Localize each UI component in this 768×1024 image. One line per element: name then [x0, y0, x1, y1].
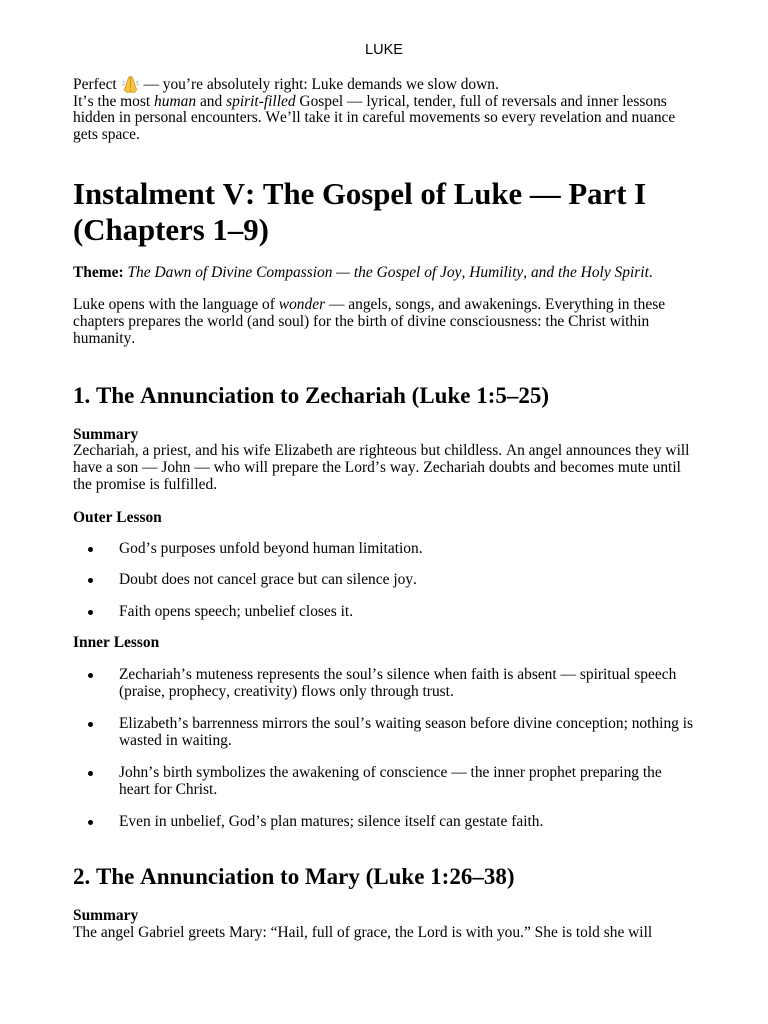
- opening-paragraph: [73, 297, 699, 347]
- summary-block: [73, 908, 699, 942]
- bullet-marker: [88, 610, 93, 615]
- section-heading: 1. The Annunciation to Zechariah (Luke 1:5–25): [73, 383, 550, 408]
- inner-lesson-label: Inner Lesson: [73, 634, 160, 651]
- list-item-text: God’s purposes unfold beyond human limitation.: [119, 540, 423, 557]
- intro-text: — you’re absolutely right: Luke demands we slow down.: [139, 76, 499, 93]
- summary-label: Summary: [73, 425, 139, 443]
- list-item-text: John’s birth symbolizes the awakening of conscience — the inner prophet preparing the heart for Christ.: [119, 764, 662, 798]
- intro-text: and: [196, 92, 227, 110]
- list-item: [73, 572, 695, 589]
- bullet-marker: [88, 722, 93, 727]
- intro-text: Perfect: [73, 76, 121, 93]
- list-item: [73, 667, 695, 701]
- list-item-text: Even in unbelief, God’s plan matures; silence itself can gestate faith.: [119, 813, 544, 830]
- bullet-marker: [88, 820, 93, 825]
- page-title: Instalment V: The Gospel of Luke — Part I (Chapters 1–9): [73, 177, 647, 247]
- bullet-marker: [88, 771, 93, 776]
- summary-text: Zechariah, a priest, and his wife Elizabeth are righteous but childless. An angel announces they will have a son — John — who will prepare the Lord’s way. Zechariah doubts and becomes mute until the promise is fulfilled.: [73, 442, 690, 493]
- opening-text: Luke opens with the language of: [73, 296, 279, 313]
- running-header: LUKE: [365, 42, 403, 58]
- emphasis-wonder: wonder: [278, 296, 326, 313]
- emphasis-spirit-filled: spirit-filled: [226, 92, 296, 110]
- folded-hands-icon: [121, 74, 140, 93]
- list-item-text: Doubt does not cancel grace but can silence joy.: [119, 571, 417, 588]
- bullet-marker: [88, 578, 93, 583]
- intro-text: It’s the most: [73, 92, 155, 110]
- emphasis-human: human: [154, 92, 197, 110]
- theme-end: .: [648, 264, 653, 281]
- list-item-text: Zechariah’s muteness represents the soul’s silence when faith is absent — spiritual speech (praise, prophecy, creativity) flows only through trust.: [119, 666, 677, 700]
- summary-text: The angel Gabriel greets Mary: “Hail, full of grace, the Lord is with you.” She is told she will: [73, 923, 653, 941]
- theme-line: [73, 265, 699, 282]
- opening-text: — angels, songs, and awakenings. Everything in these chapters prepares the world (and soul) for the birth of divine consciousness: the Christ within humanity.: [73, 296, 666, 347]
- summary-block: [73, 427, 699, 494]
- bullet-marker: [88, 547, 93, 552]
- intro-paragraph: [73, 94, 699, 144]
- list-item: [73, 814, 695, 831]
- intro-text: Gospel — lyrical, tender, full of reversals and inner lessons hidden in personal encounters. We’ll take it in careful movements so every revelation and nuance gets space.: [73, 92, 676, 144]
- list-item: [73, 604, 695, 621]
- intro-line: [73, 74, 699, 94]
- theme-text: The Dawn of Divine Compassion — the Gospel of Joy, Humility, and the Holy Spirit: [127, 264, 649, 281]
- summary-label: Summary: [73, 907, 139, 924]
- list-item-text: Elizabeth’s barrenness mirrors the soul’s waiting season before divine conception; nothing is wasted in waiting.: [119, 715, 694, 749]
- list-item: [73, 541, 695, 558]
- section-heading: 2. The Annunciation to Mary (Luke 1:26–38): [73, 864, 515, 889]
- list-item: [73, 716, 695, 750]
- theme-label: Theme:: [73, 264, 124, 281]
- list-item: [73, 765, 695, 799]
- list-item-text: Faith opens speech; unbelief closes it.: [119, 603, 354, 620]
- outer-lesson-label: Outer Lesson: [73, 509, 162, 526]
- bullet-marker: [88, 673, 93, 678]
